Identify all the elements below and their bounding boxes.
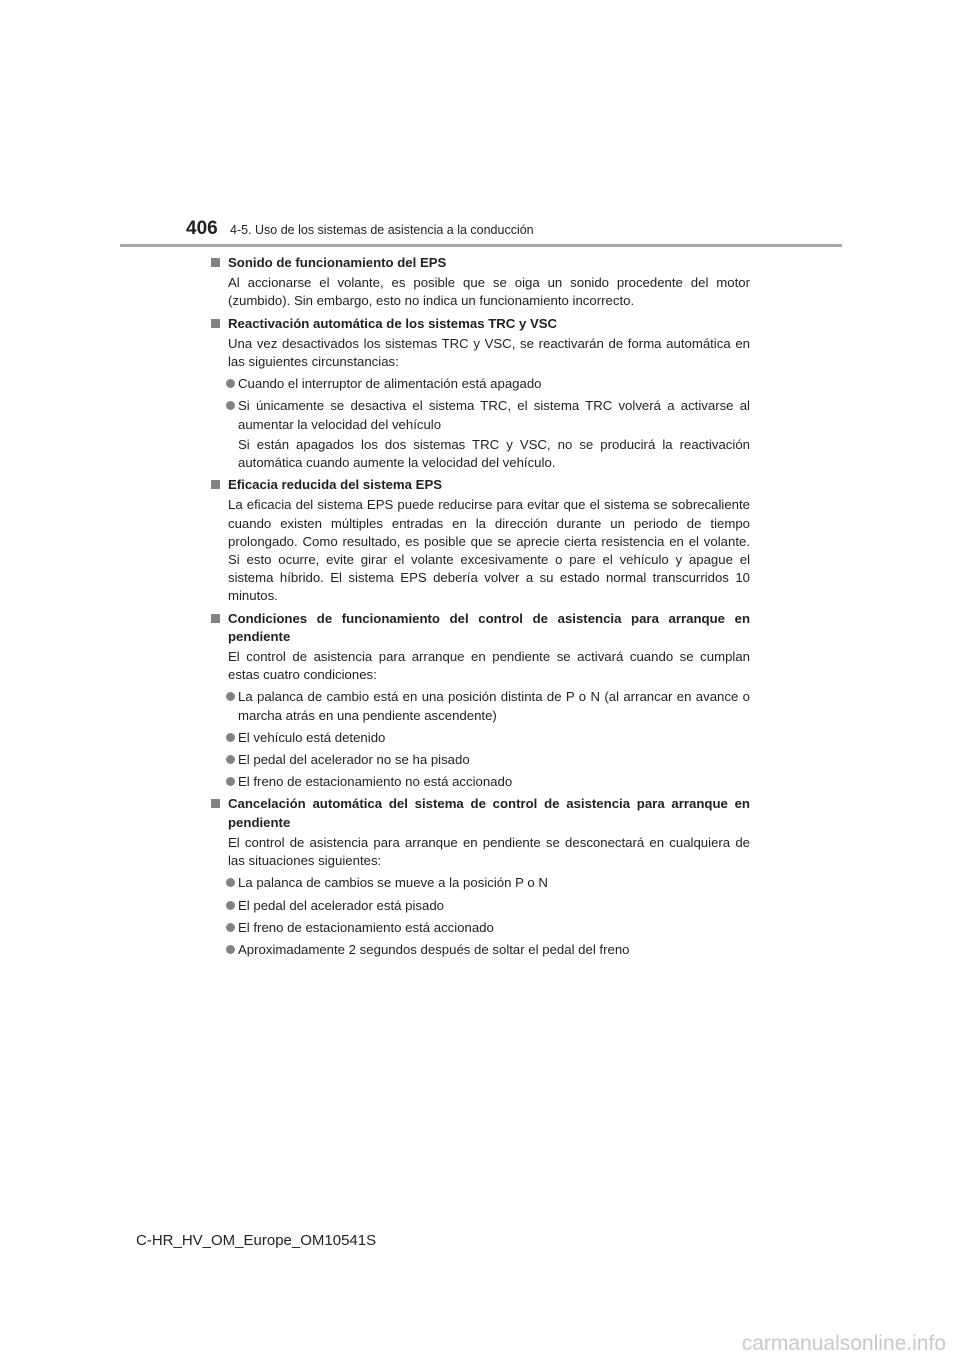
heading-hill-start-cancellation: Cancelación automática del sistema de control de asistencia para arranque en pendiente (210, 795, 750, 831)
list-item: El freno de estacionamiento no está accionado (210, 773, 750, 791)
page-number: 406 (186, 218, 218, 239)
round-bullet-icon (226, 401, 235, 410)
square-bullet-icon (211, 319, 220, 328)
list-item: El pedal del acelerador está pisado (210, 897, 750, 915)
round-bullet-icon (226, 777, 235, 786)
heading-hill-start-conditions: Condiciones de funcionamiento del control de asistencia para arranque en pendiente (210, 610, 750, 646)
list-item: El freno de estacionamiento está accionado (210, 919, 750, 937)
heading-eps-reduced: Eficacia reducida del sistema EPS (210, 476, 750, 494)
paragraph: El control de asistencia para arranque en pendiente se activará cuando se cumplan estas cuatro condiciones: (228, 649, 750, 683)
header-rule (120, 244, 842, 247)
sub-paragraph: Si están apagados los dos sistemas TRC y VSC, no se producirá la reactivación automática cuando aumente la velocidad del vehículo. (238, 436, 750, 471)
square-bullet-icon (211, 480, 220, 489)
round-bullet-icon (226, 901, 235, 910)
round-bullet-icon (226, 379, 235, 388)
paragraph: Una vez desactivados los sistemas TRC y VSC, se reactivarán de forma automática en las siguientes circunstancias: (228, 335, 750, 370)
paragraph: La eficacia del sistema EPS puede reducirse para evitar que el sistema se sobrecaliente cuando existen múltiples entradas en la dirección durante un periodo de tiempo prolongado. Como resultado, es posible que se aprecie cierta resistencia en el volante. Si esto ocurre, evite girar el volante excesivamente o pare el vehículo y apague el sistema híbrido. El sistema EPS debería volver a su estado normal transcurridos 10 minutos. (228, 497, 750, 604)
watermark: carmanualsonline.info (741, 1332, 946, 1355)
heading-trc-vsc-reactivation: Reactivación automática de los sistemas TRC y VSC (210, 315, 750, 333)
paragraph: Al accionarse el volante, es posible que se oiga un sonido procedente del motor (zumbido). Sin embargo, esto no indica un funcionamiento incorrecto. (228, 275, 750, 309)
round-bullet-icon (226, 733, 235, 742)
footer-doc-code: C-HR_HV_OM_Europe_OM10541S (136, 1232, 377, 1249)
round-bullet-icon (226, 945, 235, 954)
round-bullet-icon (226, 923, 235, 932)
list-item: La palanca de cambio está en una posición distinta de P o N (al arrancar en avance o marcha atrás en una pendiente ascendente) (210, 688, 750, 724)
list-item: Aproximadamente 2 segundos después de soltar el pedal del freno (210, 941, 750, 959)
round-bullet-icon (226, 692, 235, 701)
list-item: Cuando el interruptor de alimentación está apagado (210, 375, 750, 393)
list-item: El pedal del acelerador no se ha pisado (210, 751, 750, 769)
square-bullet-icon (211, 258, 220, 267)
square-bullet-icon (211, 614, 220, 623)
list-item: El vehículo está detenido (210, 729, 750, 747)
paragraph: El control de asistencia para arranque en pendiente se desconectará en cualquiera de las situaciones siguientes: (228, 834, 750, 869)
list-item: La palanca de cambios se mueve a la posición P o N (210, 874, 750, 892)
square-bullet-icon (211, 799, 220, 808)
round-bullet-icon (226, 755, 235, 764)
heading-eps-sound: Sonido de funcionamiento del EPS (210, 254, 750, 272)
list-item: Si únicamente se desactiva el sistema TRC, el sistema TRC volverá a activarse al aumentar la velocidad del vehículo (210, 397, 750, 433)
page-content (210, 254, 750, 959)
section-title: 4-5. Uso de los sistemas de asistencia a la conducción (230, 223, 534, 237)
round-bullet-icon (226, 878, 235, 887)
